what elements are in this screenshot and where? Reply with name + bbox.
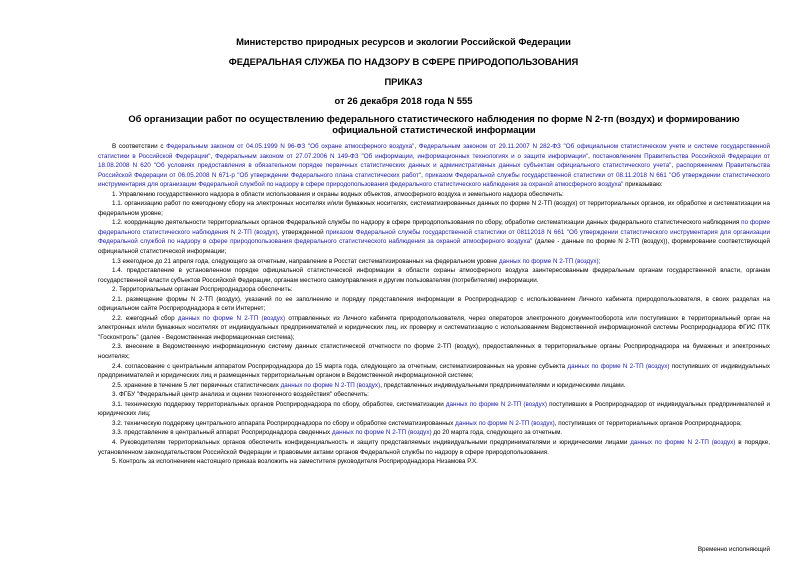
law-link-282fz[interactable]: Федеральным законом от 29.11.2007 N 282-ФЗ "Об официальном статистическом учете и системе государственной статистики в Российской Федерации" [98, 143, 771, 160]
form-data-link[interactable]: данных по форме N 2-ТП (воздух) [630, 438, 736, 446]
paragraph-1-4: 1.4. предоставление в установленном порядке официальной статистической информации в области охраны атмосферного воздуха заинтересованным федеральным органам государственной власти, органам государственной власти субъектов Российской Федерации, органам местного самоуправления и другим пользователям (потребителям) информации. [98, 267, 770, 284]
document-date-number: от 26 декабря 2018 года N 555 [334, 95, 473, 106]
form-data-link[interactable]: данных по форме N 2-ТП (воздух) [445, 400, 548, 408]
law-link-96fz[interactable]: Федеральным законом от 04.05.1999 N 96-ФЗ "Об охране атмосферного воздуха" [166, 143, 415, 150]
paragraph-1-2: 1.2. координацию деятельности территориальных органов Федеральной службы по надзору в сфере природопользования по сбору, обработке систематизации данных федерального статистического наблюдения по форме федерального статистического наблюдения N 2-ТП (воздух), утвержденной приказом Федеральной службы государственной статистики от 08112018 N 661 "Об утверждении статистического инструментария для организации Федеральной службой по надзору в сфере природопользования федерального статистического наблюдения за охраной атмосферного воздуха" (далее - данные по форме N 2-ТП (воздух)), формирование соответствующей официальной статистической информации; [98, 219, 770, 256]
signature-line: Временно исполняющий [697, 546, 770, 553]
form-data-link[interactable]: данных по форме N 2-ТП (воздух) [455, 419, 555, 427]
document-body [98, 142, 770, 467]
form-data-link[interactable]: данных по форме N 2-ТП (воздух) [498, 257, 599, 265]
paragraph-1: 1. Управлению государственного надзора в области использования и охраны водных объектов, атмосферного воздуха и земельного надзора обеспечить: [112, 190, 564, 198]
paragraph-2-3: 2.3. внесение в Ведомственную информационную систему данных статистической отчетности по форме 2-ТП (воздух), предоставленных в территориальные органы Росприроднадзора на бумажных и электронных носителях; [98, 343, 770, 361]
paragraph-2-5: 2.5. хранение в течение 5 лет первичных статистических данных по форме N 2-ТП (воздух), представленных индивидуальными предпринимателями и юридическими лицами. [112, 381, 626, 389]
form-link[interactable]: по форме федерального статистического наблюдения N 2-ТП (воздух) [98, 219, 770, 236]
paragraph-3-3: 3.3. представление в центральный аппарат Росприроднадзора сведенных данных по форме N 2-ТП (воздух) до 20 марта года, следующего за отчетным. [112, 429, 563, 437]
paragraph-2-1: 2.1. размещение формы N 2-ТП (воздух), указаний по ее заполнению и порядку представления информации в Росприроднадзор с использованием Личного кабинета природопользователя, в своих разделах на официальном сайте Росприроднадзора в сети Интернет; [98, 295, 770, 313]
order-link[interactable]: приказом Федеральной службы государственной статистики от 08112018 N 661 "Об утверждении статистического инструментария для организации Федеральной службой по надзору в сфере природопользования федерального статистического наблюдения за охраной атмосферного воздуха" [98, 228, 770, 246]
paragraph-3-1: 3.1. техническую поддержку территориальных органов Росприроднадзора по сбору, обработке, систематизации данных по форме N 2-ТП (воздух) поступивших в Росприроднадзор от индивидуальных предпринимателей и юридических лиц; [98, 400, 770, 418]
document-title: Об организации работ по осуществлению федерального статистического наблюдения по форме N 2-тп (воздух) и формированию официальной статистической информации [128, 113, 740, 135]
paragraph-2-2: 2.2. ежегодный сбор данных по форме N 2-ТП (воздух) отправленных из Личного кабинета природопользователя, через операторов электронного документооборота или поступивших в территориальный орган на электронных и/или бумажных носителях от индивидуальных предпринимателей и юридических лиц, их проверку и систематизацию с использованием Ведомственной информационной системы Росприроднадзора ФГИС ПТК "Госконтроль" (далее - Ведомственная информационная система); [98, 314, 770, 341]
paragraph-2: 2. Территориальным органам Росприроднадзора обеспечить: [112, 286, 293, 294]
paragraph-2-4: 2.4. согласование с центральным аппаратом Росприроднадзора до 15 марта года, следующего за отчетным, систематизированных на уровне субъекта данных по форме N 2-ТП (воздух) поступивших от индивидуальных предпринимателей и юридических лиц и размещенных территориальным органом в Ведомственной информационной системе; [98, 362, 771, 380]
document-type: ПРИКАЗ [384, 76, 423, 87]
service-name: ФЕДЕРАЛЬНАЯ СЛУЖБА ПО НАДЗОРУ В СФЕРЕ ПРИРОДОПОЛЬЗОВАНИЯ [228, 56, 579, 67]
intro-paragraph: В соответствии с Федеральным законом от 04.05.1999 N 96-ФЗ "Об охране атмосферного воздуха", Федеральным законом от 29.11.2007 N 282-ФЗ "Об официальном статистическом учете и системе государственной статистики в Российской Федерации", Федеральным законом от 27.07.2006 N 149-ФЗ "Об информации, информационных технологиях и о защите информации", постановлением Правительства Российской Федерации от 18.08.2008 N 620 "Об условиях предоставления в обязательном порядке первичных статистических данных и административных данных субъектам официального статистического учета", распоряжением Правительства Российской Федерации от 06.05.2008 N 671-р "Об утверждении Федерального плана статистических работ", приказом Федеральной службы государственной статистики от 08.11.2018 N 661 "Об утверждении статистического инструментария для организации Федеральной службой по надзору в сфере природопользования федерального статистического наблюдения за охраной атмосферного воздуха" приказываю: [98, 143, 771, 189]
form-data-link[interactable]: данных по форме N 2-ТП (воздух) [331, 429, 432, 437]
ministry-name: Министерство природных ресурсов и экологии Российской Федерации [236, 36, 571, 47]
paragraph-4: 4. Руководителям территориальных органов обеспечить конфиденциальность и защиту представляемых индивидуальными предпринимателями и юридическими лицами данных по форме N 2-ТП (воздух) в порядке, установленном законодательством Российской Федерации и правовыми актами органов Федеральной службы по надзору в сфере природопользования. [98, 438, 770, 456]
law-link-149fz[interactable]: Федеральным законом от 27.07.2006 N 149-ФЗ "Об информации, информационных технологиях и о защите информации" [215, 152, 589, 160]
form-data-link[interactable]: данных по форме N 2-ТП (воздух) [567, 362, 670, 370]
form-data-link[interactable]: данных по форме N 2-ТП (воздух) [280, 381, 381, 389]
resolution-link-620[interactable]: постановлением Правительства Российской Федерации от 18.08.2008 N 620 "Об условиях предоставления в обязательном порядке первичных статистических данных и административных данных субъектам официального статистического учета" [98, 152, 770, 170]
paragraph-1-1: 1.1. организацию работ по ежегодному сбору на электронных носителях и/или бумажных носителях, систематизированных данных по форме N 2-ТП (воздух) от территориальных органов, их обработке и систематизации на федеральном уровне; [98, 200, 770, 217]
paragraph-5: 5. Контроль за исполнением настоящего приказа возложить на заместителя руководителя Росприроднадзора Низамова Р.Х. [112, 458, 478, 466]
paragraph-3: 3. ФГБУ "Федеральный центр анализа и оценки техногенного воздействия" обеспечить: [112, 391, 369, 399]
order-link-661[interactable]: приказом Федеральной службы государственной статистики от 08.11.2018 N 661 "Об утверждении статистического инструментария для организации Федеральной службой по надзору в сфере природопользования федерального статистического наблюдения за охраной атмосферного воздуха" [98, 171, 771, 189]
paragraph-3-2: 3.2. техническую поддержку центрального аппарата Росприроднадзора по сбору и обработке систематизированных данных по форме N 2-ТП (воздух), поступивших от территориальных органов Росприроднадзора; [112, 419, 742, 427]
paragraph-1-3: 1.3 ежегодное до 21 апреля года, следующего за отчетным, направление в Росстат систематизированных на федеральном уровне данных по форме N 2-ТП (воздух); [112, 257, 601, 265]
order-link-671r[interactable]: распоряжением Правительства Российской Федерации от 06.05.2008 N 671-р "Об утверждении Федерального плана статистических работ" [98, 162, 770, 179]
form-data-link[interactable]: данных по форме N 2-ТП (воздух) [177, 314, 286, 322]
